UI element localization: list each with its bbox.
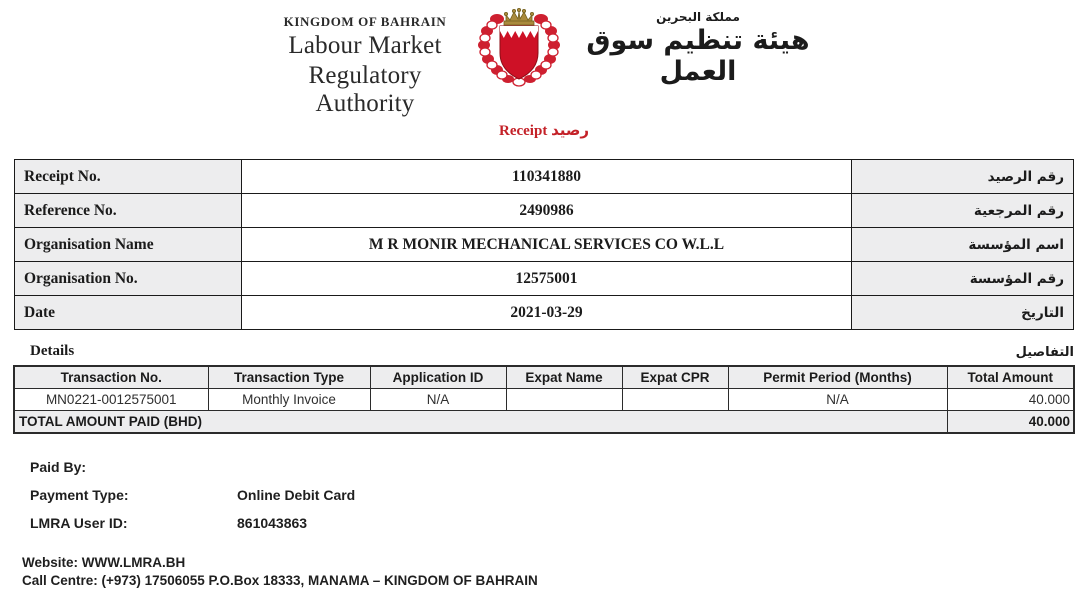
kingdom-of-bahrain-text: KINGDOM OF BAHRAIN — [283, 14, 447, 29]
details-section-header — [14, 343, 1074, 360]
reference-no-label: Reference No. — [15, 194, 242, 228]
lmra-user-id-row — [30, 515, 1088, 532]
receipt-info-table — [14, 159, 1074, 330]
lmra-user-id-value: 861043863 — [237, 515, 308, 531]
bahrain-coat-of-arms-icon — [473, 6, 565, 97]
organisation-no-label: Organisation No. — [15, 262, 242, 296]
reference-no-label-arabic: رقم المرجعية — [852, 194, 1074, 228]
total-amount-paid-value: 40.000 — [947, 411, 1074, 434]
header-arabic-block — [573, 10, 823, 87]
authority-name-line1: Labour Market — [288, 32, 442, 59]
date-label-arabic: التاريخ — [852, 296, 1074, 330]
table-row — [15, 228, 1074, 262]
table-row — [15, 296, 1074, 330]
col-transaction-type: Transaction Type — [208, 366, 370, 389]
col-expat-name: Expat Name — [506, 366, 622, 389]
website-line: Website: WWW.LMRA.BH — [22, 555, 186, 570]
table-row — [15, 160, 1074, 194]
payment-info — [30, 459, 1088, 532]
payment-type-value: Online Debit Card — [237, 487, 356, 503]
receipt-title-ar: رصيد — [551, 123, 589, 139]
lmra-user-id-label: LMRA User ID: — [30, 515, 128, 531]
authority-name-arabic-text: هيئة تنظيم سوق العمل — [586, 25, 810, 87]
header-english-block — [265, 14, 465, 118]
col-total-amount: Total Amount — [947, 366, 1074, 389]
col-transaction-no: Transaction No. — [14, 366, 208, 389]
organisation-no-label-arabic: رقم المؤسسة — [852, 262, 1074, 296]
transactions-table — [13, 365, 1075, 434]
receipt-no-label-arabic: رقم الرصيد — [852, 160, 1074, 194]
col-expat-cpr: Expat CPR — [622, 366, 728, 389]
total-amount-paid-label: TOTAL AMOUNT PAID (BHD) — [14, 411, 947, 434]
payment-type-label: Payment Type: — [30, 487, 129, 503]
organisation-name-value: M R MONIR MECHANICAL SERVICES CO W.L.L — [242, 228, 852, 262]
reference-no-value: 2490986 — [242, 194, 852, 228]
permit-period-cell: N/A — [728, 389, 947, 411]
application-id-cell: N/A — [370, 389, 506, 411]
receipt-title-en: Receipt — [499, 123, 548, 139]
table-row — [15, 194, 1074, 228]
header — [0, 0, 1088, 118]
organisation-no-value: 12575001 — [242, 262, 852, 296]
call-centre-line: Call Centre: (+973) 17506055 P.O.Box 18333, MANAMA – KINGDOM OF BAHRAIN — [22, 573, 538, 588]
footer — [22, 554, 1088, 590]
organisation-name-label: Organisation Name — [15, 228, 242, 262]
transaction-type-cell: Monthly Invoice — [208, 389, 370, 411]
transaction-no-cell: MN0221-0012575001 — [14, 389, 208, 411]
paid-by-label: Paid By: — [30, 459, 87, 475]
total-row — [14, 411, 1074, 434]
date-value: 2021-03-29 — [242, 296, 852, 330]
transaction-row — [14, 389, 1074, 411]
table-row — [15, 262, 1074, 296]
payment-type-row — [30, 487, 1088, 504]
organisation-name-label-arabic: اسم المؤسسة — [852, 228, 1074, 262]
expat-cpr-cell — [622, 389, 728, 411]
expat-name-cell — [506, 389, 622, 411]
receipt-no-value: 110341880 — [242, 160, 852, 194]
details-title: Details — [30, 343, 75, 359]
authority-name-line2: Regulatory Authority — [308, 62, 422, 117]
col-permit-period: Permit Period (Months) — [728, 366, 947, 389]
receipt-no-label: Receipt No. — [15, 160, 242, 194]
total-amount-cell: 40.000 — [947, 389, 1074, 411]
paid-by-row — [30, 459, 1088, 476]
transactions-header-row — [14, 366, 1074, 389]
details-title-arabic: التفاصيل — [1015, 345, 1074, 360]
kingdom-of-bahrain-arabic-text: مملكة البحرين — [656, 10, 740, 24]
receipt-title — [0, 121, 1088, 140]
date-label: Date — [15, 296, 242, 330]
col-application-id: Application ID — [370, 366, 506, 389]
